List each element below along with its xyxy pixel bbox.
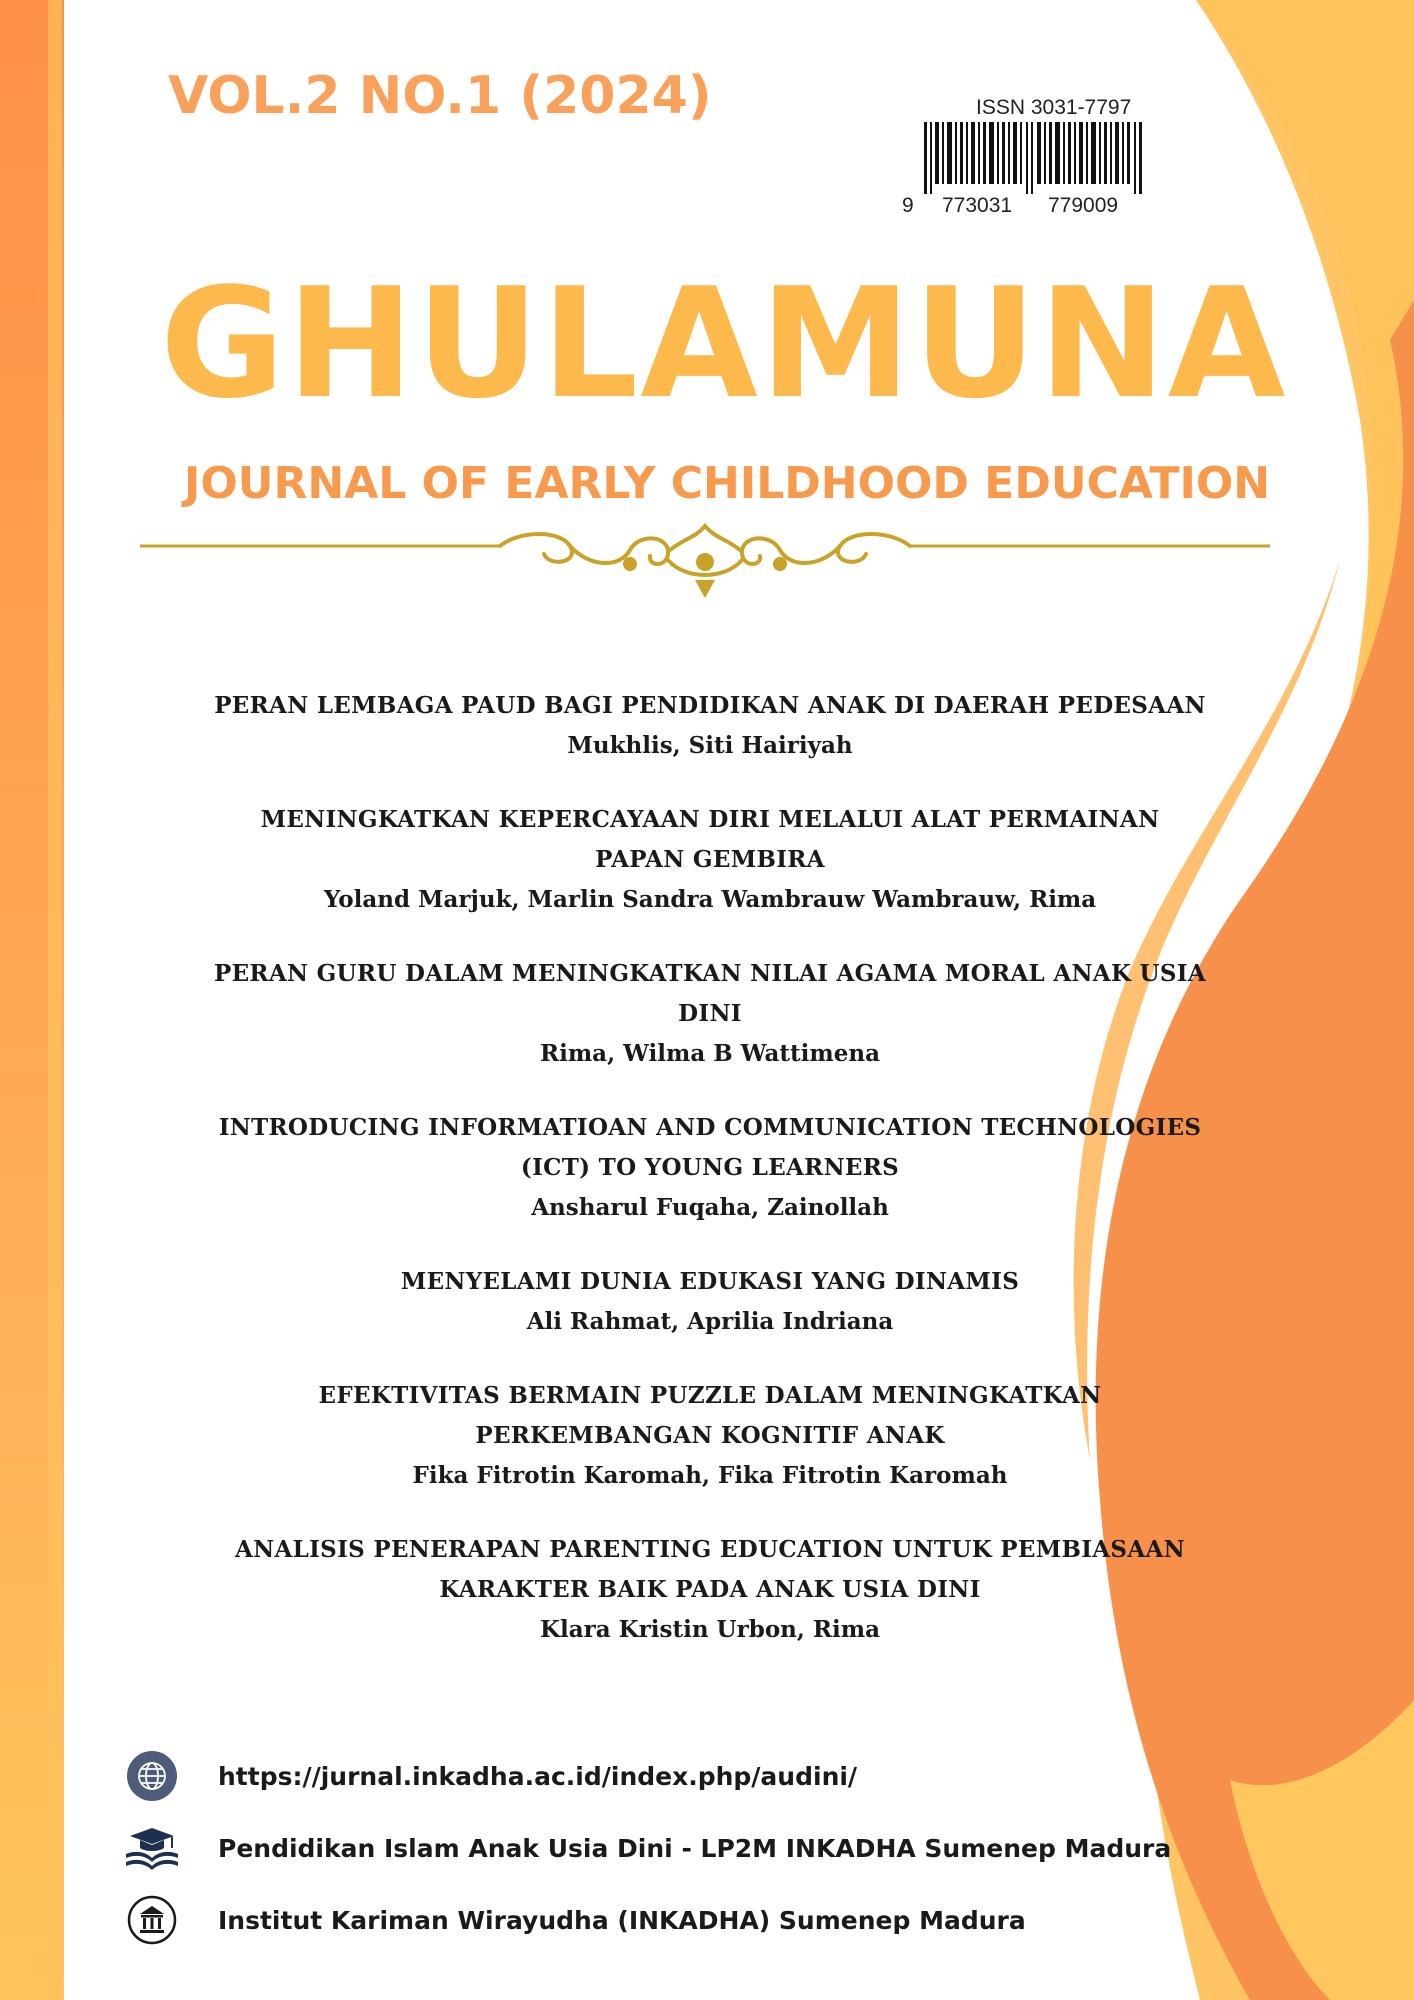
- barcode-digits-left: 773031: [942, 194, 1013, 217]
- article-title: EFEKTIVITAS BERMAIN PUZZLE DALAM MENINGKATKAN PERKEMBANGAN KOGNITIF ANAK: [318, 1382, 1102, 1449]
- article-title: MENINGKATKAN KEPERCAYAAN DIRI MELALUI ALAT PERMAINAN PAPAN GEMBIRA: [260, 806, 1160, 873]
- flourish-divider-icon: [140, 520, 1270, 600]
- article-title: PERAN GURU DALAM MENINGKATKAN NILAI AGAMA MORAL ANAK USIA DINI: [213, 960, 1207, 1027]
- graduation-book-icon: [124, 1820, 180, 1876]
- article-title: INTRODUCING INFORMATIOAN AND COMMUNICATION TECHNOLOGIES (ICT) TO YOUNG LEARNERS: [218, 1114, 1202, 1181]
- institute-name: Institut Kariman Wirayudha (INKADHA) Sumenep Madura: [218, 1905, 1026, 1935]
- article-authors: Yoland Marjuk, Marlin Sandra Wambrauw Wambrauw, Rima: [323, 886, 1097, 913]
- article-list: [190, 686, 1230, 1684]
- article-item[interactable]: [190, 1262, 1230, 1342]
- article-item[interactable]: [190, 1530, 1230, 1650]
- article-item[interactable]: [190, 954, 1230, 1074]
- article-title: PERAN LEMBAGA PAUD BAGI PENDIDIKAN ANAK DI DAERAH PEDESAAN: [214, 692, 1206, 719]
- university-building-icon: [124, 1892, 180, 1948]
- footer: [124, 1740, 1224, 1956]
- issn-number: ISSN 3031-7797: [976, 96, 1132, 119]
- article-authors: Mukhlis, Siti Hairiyah: [567, 732, 853, 759]
- footer-program-row: [124, 1812, 1224, 1884]
- article-authors: Ali Rahmat, Aprilia Indriana: [526, 1308, 894, 1335]
- barcode-digits-right: 779009: [1048, 194, 1119, 217]
- barcode: [900, 96, 1170, 226]
- footer-url-row[interactable]: [124, 1740, 1224, 1812]
- left-band-inner: [48, 0, 62, 2000]
- program-name: Pendidikan Islam Anak Usia Dini - LP2M INKADHA Sumenep Madura: [218, 1833, 1172, 1863]
- article-item[interactable]: [190, 686, 1230, 766]
- article-authors: Ansharul Fuqaha, Zainollah: [531, 1194, 889, 1221]
- journal-name: GHULAMUNA: [160, 255, 1288, 432]
- article-item[interactable]: [190, 800, 1230, 920]
- journal-url-link[interactable]: https://jurnal.inkadha.ac.id/index.php/audini/: [218, 1761, 858, 1791]
- article-item[interactable]: [190, 1108, 1230, 1228]
- article-item[interactable]: [190, 1376, 1230, 1496]
- footer-institute-row: [124, 1884, 1224, 1956]
- article-authors: Rima, Wilma B Wattimena: [539, 1040, 880, 1067]
- article-title: ANALISIS PENERAPAN PARENTING EDUCATION UNTUK PEMBIASAAN KARAKTER BAIK PADA ANAK USIA DINI: [235, 1536, 1185, 1603]
- article-authors: Klara Kristin Urbon, Rima: [540, 1616, 880, 1643]
- article-title: MENYELAMI DUNIA EDUKASI YANG DINAMIS: [400, 1268, 1020, 1295]
- globe-icon: [124, 1748, 180, 1804]
- barcode-bars: [924, 122, 1150, 194]
- journal-subtitle: JOURNAL OF EARLY CHILDHOOD EDUCATION: [184, 458, 1271, 509]
- volume-number: VOL.2 NO.1 (2024): [168, 66, 712, 126]
- article-authors: Fika Fitrotin Karomah, Fika Fitrotin Karomah: [412, 1462, 1008, 1489]
- barcode-digit-prefix: 9: [902, 194, 914, 217]
